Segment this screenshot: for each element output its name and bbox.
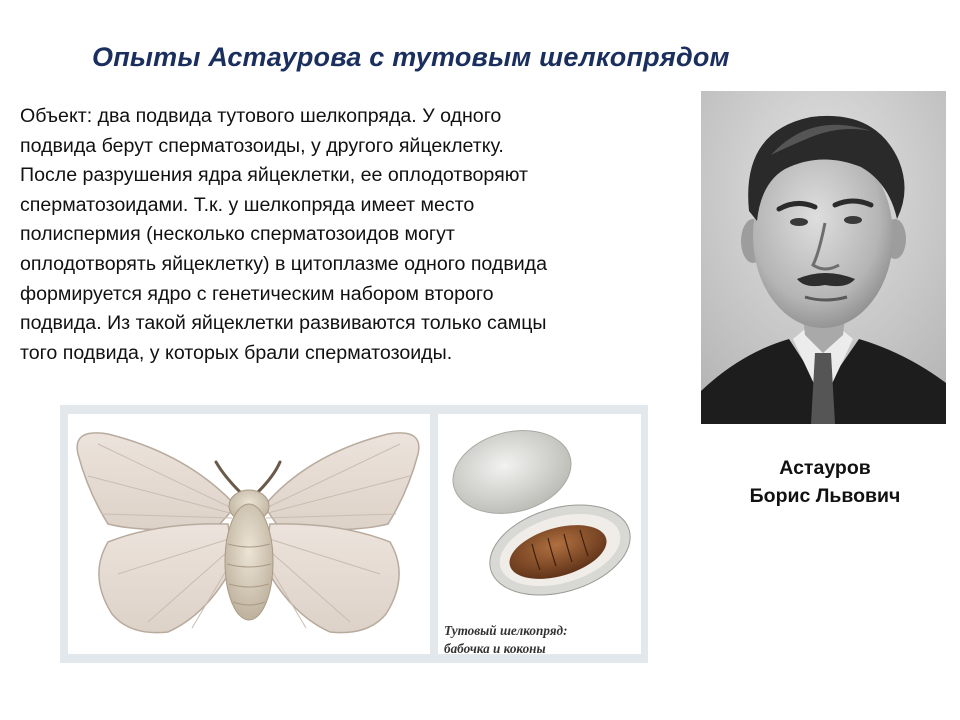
body-line: оплодотворять яйцеклетку) в цитоплазме одного подвида xyxy=(20,252,548,275)
body-line: подвида берут сперматозоиды, у другого яйцеклетку. xyxy=(20,134,504,157)
illustration-caption-line1: Тутовый шелкопряд: xyxy=(444,623,568,638)
portrait-caption xyxy=(700,454,950,510)
portrait-photo xyxy=(701,91,946,424)
silkworm-illustration xyxy=(60,405,648,663)
moth-image xyxy=(68,414,430,654)
portrait-caption-name: Борис Львович xyxy=(749,485,901,507)
body-line: полиспермия (несколько сперматозоидов могут xyxy=(20,223,455,246)
body-line: После разрушения ядра яйцеклетки, ее оплодотворяют xyxy=(20,164,528,187)
cocoons-image xyxy=(438,414,641,654)
body-line: сперматозоидами. Т.к. у шелкопряда имеет место xyxy=(20,193,475,216)
body-line: формируется ядро с генетическим набором второго xyxy=(20,282,494,305)
slide-title: Опыты Астаурова с тутовым шелкопрядом xyxy=(92,42,730,72)
body-line: Объект: два подвида тутового шелкопряда. У одного xyxy=(20,105,502,127)
illustration-caption xyxy=(444,622,639,658)
illustration-caption-line2: бабочка и коконы xyxy=(444,641,546,656)
body-line: подвида. Из такой яйцеклетки развиваются только самцы xyxy=(20,312,547,335)
body-text xyxy=(20,102,680,368)
portrait-caption-surname: Астауров xyxy=(779,457,871,479)
body-line: того подвида, у которых брали сперматозоиды. xyxy=(20,341,453,364)
